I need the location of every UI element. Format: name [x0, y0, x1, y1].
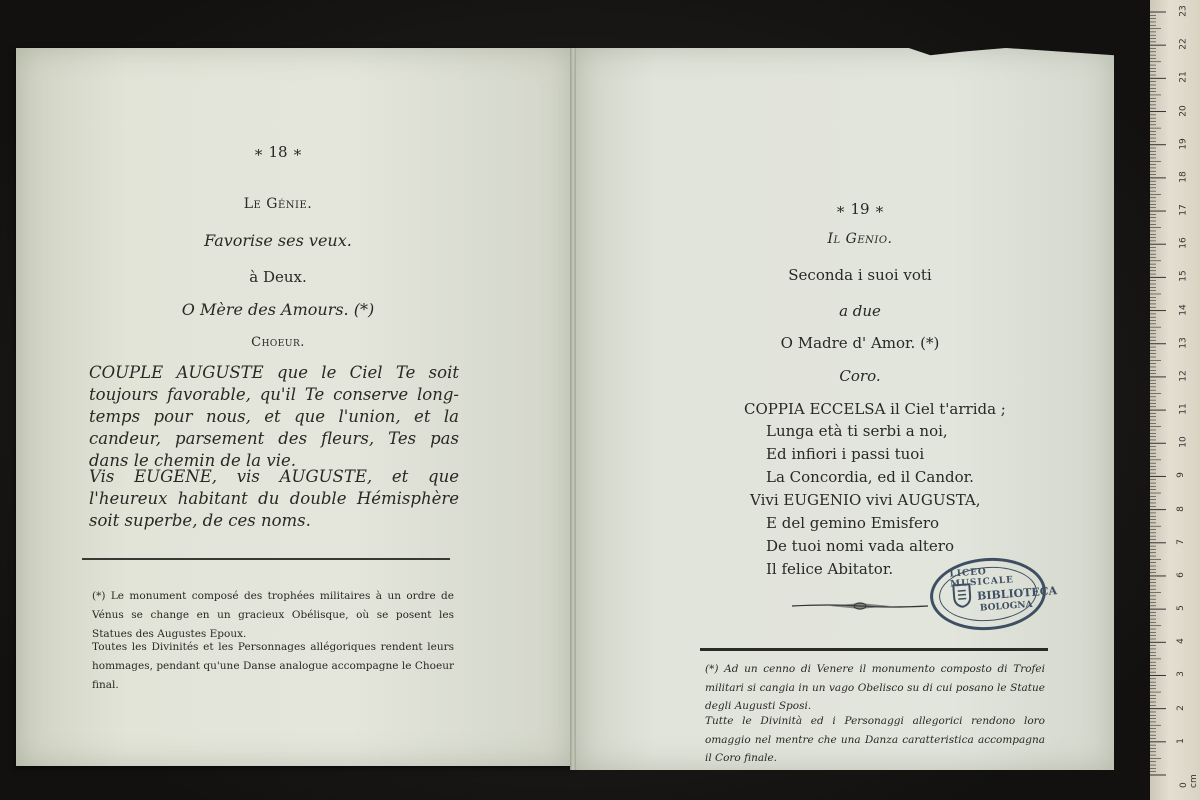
verse-line-5: Vivi EUGENIO vivi AUGUSTA,: [750, 491, 981, 509]
ruler-number: 1: [1175, 737, 1186, 744]
library-stamp: LICEO MUSICALE BIBLIOTECA BOLOGNA: [928, 554, 1049, 634]
left-line-3: O Mère des Amours. (*): [181, 300, 375, 319]
verse-line-1: COPPIA ECCELSA il Ciel t'arrida ;: [744, 400, 1006, 418]
measurement-ruler: [1150, 0, 1200, 800]
left-footnote-1: (*) Le monument composé des trophées militaires à un ordre de Vénus se change en un gracieux Obélisque, où se posent les Statues des Augustes Epoux.: [92, 590, 454, 640]
ruler-number: 17: [1178, 204, 1189, 216]
verse-line-8: Il felice Abitator.: [766, 560, 894, 578]
left-footnote-2: Toutes les Divinités et les Personnages allégoriques rendent leurs hommages, pendant qu'une Danse analogue accompagne le Choeur final.: [92, 641, 454, 691]
ruler-number: 13: [1178, 337, 1189, 349]
ruler-unit-label: 0 cm: [1179, 774, 1199, 788]
right-page-number: ∗ 19 ∗: [835, 200, 885, 218]
left-chorus-paragraph-1: COUPLE AUGUSTE que le Ciel Te soit toujours favorable, qu'il Te conserve long-temps pour nous, et que l'union, et la candeur, parsement des fleurs, Tes pas dans le chemin de la vie.: [89, 363, 459, 470]
ruler-number: 15: [1178, 270, 1189, 283]
verse-line-2: Lunga età ti serbi a noi,: [766, 422, 948, 440]
ruler-number: 23: [1178, 5, 1189, 17]
ruler-number: 21: [1178, 71, 1189, 84]
ruler-number: 16: [1178, 237, 1189, 249]
left-line-1: Favorise ses veux.: [204, 231, 352, 250]
right-chorus-label: Coro.: [839, 367, 881, 385]
ruler-number: 6: [1175, 572, 1186, 578]
ruler-number: 2: [1175, 704, 1186, 711]
ruler-number: 11: [1178, 403, 1189, 415]
right-footnote-2: Tutte le Divinità ed i Personaggi allegorici rendono loro omaggio nel mentre che una Danza caratteristica accompagna il Coro finale.: [705, 715, 1045, 764]
ruler-number: 18: [1178, 171, 1189, 183]
left-page-number: ∗ 18 ∗: [253, 143, 303, 161]
left-chorus-label: Choeur.: [251, 335, 305, 350]
verse-line-4: La Concordia, ed il Candor.: [766, 468, 974, 486]
ruler-number: 4: [1175, 638, 1186, 645]
ruler-number: 9: [1175, 472, 1186, 479]
left-speaker: Le Génie.: [243, 196, 313, 212]
left-footnote-rule: [82, 558, 450, 560]
ruler-number: 19: [1178, 137, 1189, 150]
verse-line-3: Ed infiori i passi tuoi: [766, 445, 925, 463]
book-spine: [570, 48, 576, 770]
flourish-ornament: [790, 600, 930, 612]
verse-line-7: De tuoi nomi vada altero: [766, 537, 955, 555]
verse-line-6: E del gemino Emisfero: [766, 514, 940, 532]
left-line-2: à Deux.: [249, 268, 307, 286]
ruler-number: 10: [1178, 436, 1189, 448]
ruler-number: 20: [1178, 104, 1189, 117]
ruler-number: 3: [1175, 671, 1186, 678]
right-line-2: a due: [839, 302, 881, 320]
ruler-number: 22: [1178, 38, 1189, 50]
right-speaker: Il Genio.: [827, 231, 893, 247]
right-footnote-rule: [700, 648, 1048, 651]
left-chorus-paragraph-2: Vis EUGENE, vis AUGUSTE, et que l'heureux habitant du double Hémisphère soit superbe, de ces noms.: [89, 467, 459, 530]
ruler-number: 7: [1175, 538, 1186, 545]
ruler-number: 12: [1178, 370, 1189, 382]
crest-icon: [950, 582, 974, 609]
right-line-3: O Madre d' Amor. (*): [780, 334, 940, 352]
ruler-ticks: [1150, 0, 1200, 800]
ruler-number: 8: [1175, 505, 1186, 512]
ruler-number: 5: [1175, 605, 1186, 611]
right-footnote-1: (*) Ad un cenno di Venere il monumento composto di Trofei militari si cangia in un vago Obelisco su di cui posano le Statue degli Augusti Sposi.: [705, 663, 1045, 712]
ruler-number: 14: [1178, 303, 1189, 316]
right-line-1: Seconda i suoi voti: [788, 266, 932, 284]
